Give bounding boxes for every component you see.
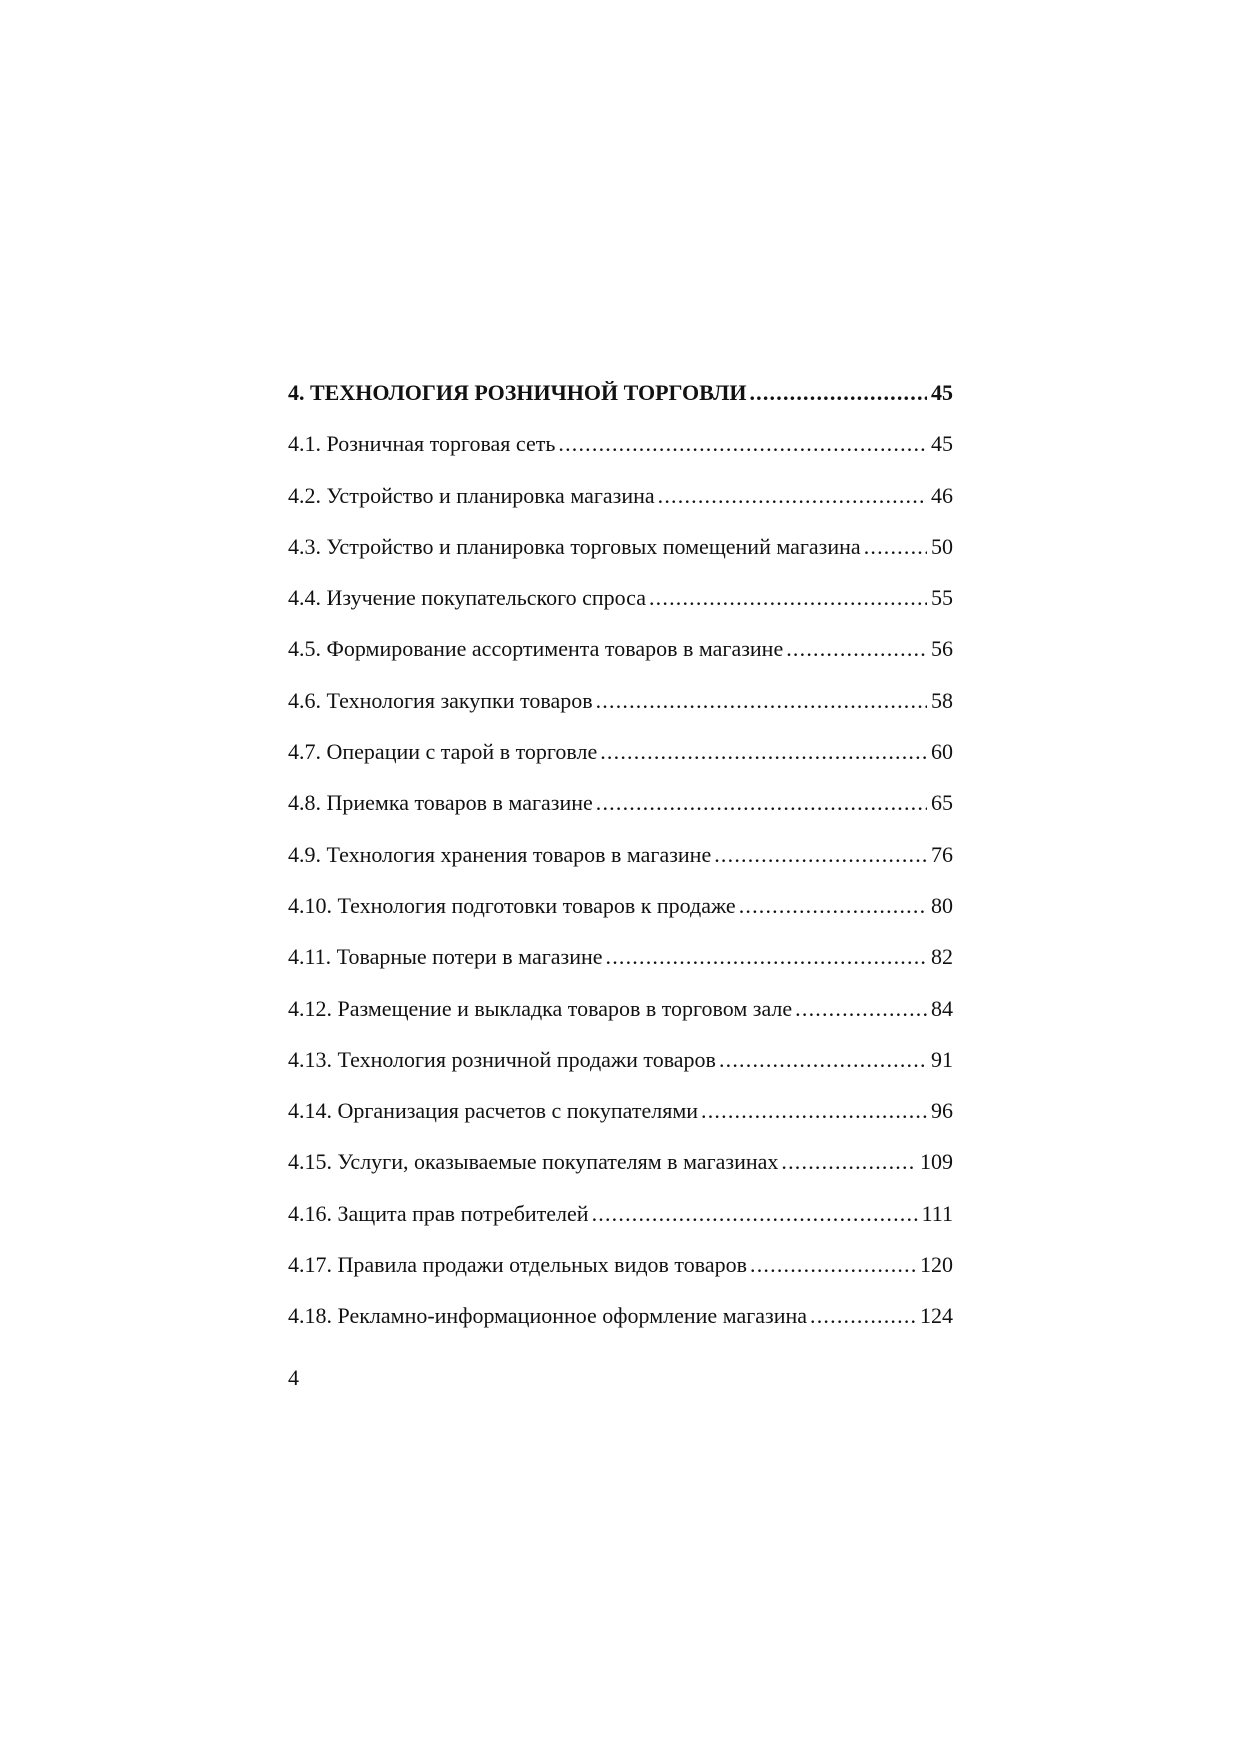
toc-entry-page: 111 xyxy=(921,1200,953,1226)
toc-entry-title: 4.7. Операции с тарой в торговле xyxy=(288,739,598,765)
toc-leader-dots xyxy=(649,583,927,613)
toc-entry xyxy=(288,481,953,532)
toc-entry xyxy=(288,1199,953,1250)
toc-entry-title: 4.6. Технология закупки товаров xyxy=(288,687,593,713)
toc-heading xyxy=(288,378,953,429)
toc-heading-page: 45 xyxy=(931,380,953,405)
toc-leader-dots xyxy=(596,686,927,716)
toc-entry-page: 80 xyxy=(931,892,953,918)
toc-entry-page: 50 xyxy=(931,533,953,559)
toc-leader-dots xyxy=(749,378,927,408)
toc-entry-title: 4.16. Защита прав потребителей xyxy=(288,1200,589,1226)
toc-entry xyxy=(288,634,953,685)
toc-leader-dots xyxy=(786,634,927,664)
toc-entry-page: 60 xyxy=(931,739,953,765)
toc-entry-title: 4.14. Организация расчетов с покупателями xyxy=(288,1098,699,1124)
toc-entry xyxy=(288,994,953,1045)
toc-entry xyxy=(288,1096,953,1147)
toc-entry xyxy=(288,429,953,480)
toc-entry-page: 45 xyxy=(931,431,953,457)
toc-entry-title: 4.9. Технология хранения товаров в магазине xyxy=(288,841,712,867)
toc-entry-page: 58 xyxy=(931,687,953,713)
toc-entry-title: 4.12. Размещение и выкладка товаров в торговом зале xyxy=(288,995,793,1021)
toc-leader-dots xyxy=(714,840,927,870)
toc-entry xyxy=(288,1147,953,1198)
toc-entry xyxy=(288,840,953,891)
toc-entry-title: 4.11. Товарные потери в магазине xyxy=(288,944,603,970)
toc-entry-title: 4.4. Изучение покупательского спроса xyxy=(288,585,646,611)
toc-entry xyxy=(288,1301,953,1352)
toc-entry xyxy=(288,737,953,788)
toc-entry xyxy=(288,532,953,583)
toc-entry-title: 4.15. Услуги, оказываемые покупателям в магазинах xyxy=(288,1149,779,1175)
toc-leader-dots xyxy=(658,481,927,511)
toc-entry-page: 120 xyxy=(920,1252,953,1278)
toc-entry-title: 4.10. Технология подготовки товаров к продаже xyxy=(288,892,736,918)
toc-entry xyxy=(288,1045,953,1096)
toc-entry-page: 91 xyxy=(931,1046,953,1072)
toc-entry-title: 4.17. Правила продажи отдельных видов товаров xyxy=(288,1252,748,1278)
toc-entry xyxy=(288,891,953,942)
toc-entry-title: 4.5. Формирование ассортимента товаров в магазине xyxy=(288,636,784,662)
toc-leader-dots xyxy=(864,532,927,562)
toc-entry-page: 82 xyxy=(931,944,953,970)
toc-entry xyxy=(288,1250,953,1301)
toc-entry-page: 109 xyxy=(920,1149,953,1175)
toc-leader-dots xyxy=(606,942,928,972)
toc-entry xyxy=(288,686,953,737)
toc-entry-page: 46 xyxy=(931,482,953,508)
toc-leader-dots xyxy=(750,1250,916,1280)
toc-entry xyxy=(288,942,953,993)
toc-entry-title: 4.8. Приемка товаров в магазине xyxy=(288,790,593,816)
toc-entry-page: 96 xyxy=(931,1098,953,1124)
toc-leader-dots xyxy=(600,737,927,767)
toc-leader-dots xyxy=(592,1199,918,1229)
toc-entry-page: 56 xyxy=(931,636,953,662)
toc-entry-page: 84 xyxy=(931,995,953,1021)
toc-entry-page: 65 xyxy=(931,790,953,816)
toc-entry xyxy=(288,788,953,839)
toc-entry-page: 76 xyxy=(931,841,953,867)
toc-leader-dots xyxy=(596,788,927,818)
toc-leader-dots xyxy=(719,1045,927,1075)
table-of-contents xyxy=(288,378,953,1353)
toc-leader-dots xyxy=(781,1147,916,1177)
toc-leader-dots xyxy=(701,1096,927,1126)
toc-entry-title: 4.1. Розничная торговая сеть xyxy=(288,431,556,457)
toc-entry-title: 4.13. Технология розничной продажи товаров xyxy=(288,1046,716,1072)
toc-leader-dots xyxy=(558,429,927,459)
toc-heading-title: 4. ТЕХНОЛОГИЯ РОЗНИЧНОЙ ТОРГОВЛИ xyxy=(288,380,747,405)
toc-entry xyxy=(288,583,953,634)
toc-leader-dots xyxy=(810,1301,916,1331)
toc-entry-title: 4.18. Рекламно-информационное оформление магазина xyxy=(288,1303,808,1329)
toc-entry-title: 4.3. Устройство и планировка торговых помещений магазина xyxy=(288,533,861,559)
toc-entry-page: 124 xyxy=(920,1303,953,1329)
toc-leader-dots xyxy=(795,994,927,1024)
page-number: 4 xyxy=(288,1365,299,1390)
toc-leader-dots xyxy=(739,891,927,921)
toc-entry-title: 4.2. Устройство и планировка магазина xyxy=(288,482,655,508)
toc-entry-page: 55 xyxy=(931,585,953,611)
